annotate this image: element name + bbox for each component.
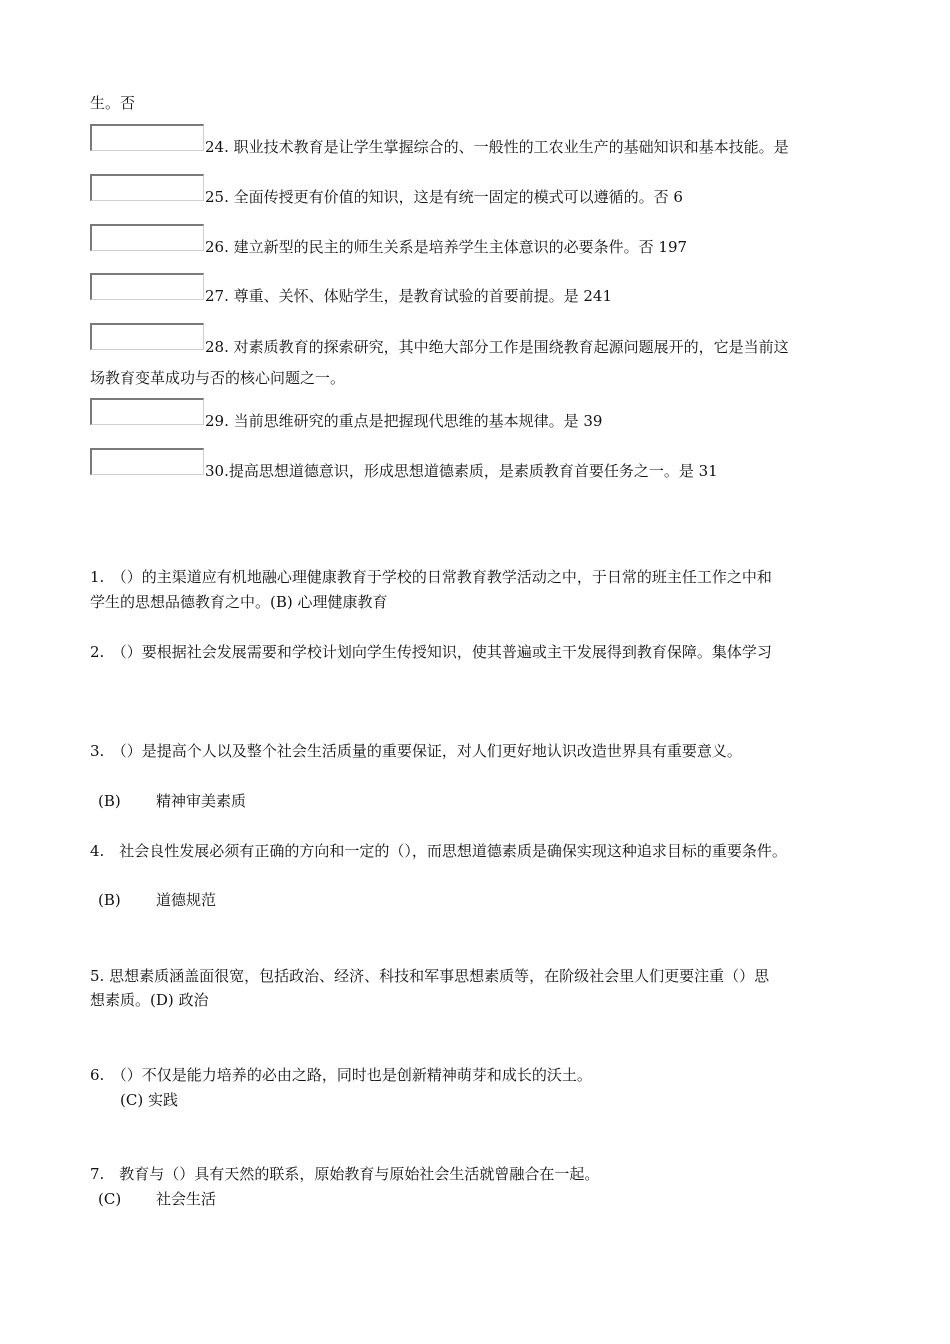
choice-q3-answer-text: 精神审美素质 — [156, 792, 247, 810]
choice-q5-line2: 想素质。(D) 政治 — [90, 991, 209, 1009]
judge-item-24: 24. 职业技术教育是让学生掌握综合的、一般性的工农业生产的基础知识和基本技能。是 — [205, 138, 789, 156]
judge-item-25: 25. 全面传授更有价值的知识，这是有统一固定的模式可以遵循的。否 6 — [205, 188, 683, 206]
answer-box-28[interactable] — [90, 323, 204, 350]
choice-q5-line1: 5. 思想素质涵盖面很宽，包括政治、经济、科技和军事思想素质等，在阶级社会里人们更要注重（）思 — [90, 967, 770, 985]
judge-item-30: 30.提高思想道德意识，形成思想道德素质，是素质教育首要任务之一。是 31 — [205, 462, 718, 480]
choice-q6-line1: 6. （）不仅是能力培养的必由之路，同时也是创新精神萌芽和成长的沃土。 — [90, 1066, 592, 1084]
judge-item-28-cont: 场教育变革成功与否的核心问题之一。 — [90, 369, 346, 387]
choice-q4-answer — [98, 890, 216, 910]
judge-item-26: 26. 建立新型的民主的师生关系是培养学生主体意识的必要条件。否 197 — [205, 238, 688, 256]
choice-q7-answer — [98, 1189, 216, 1209]
choice-q3-line1: 3. （）是提高个人以及整个社会生活质量的重要保证，对人们更好地认识改造世界具有重要意义。 — [90, 742, 742, 760]
choice-q6-line2: (C) 实践 — [120, 1091, 178, 1109]
choice-q2-line1: 2. （）要根据社会发展需要和学校计划向学生传授知识，使其普遍或主干发展得到教育保障。集体学习 — [90, 643, 772, 661]
judge-item-27: 27. 尊重、关怀、体贴学生，是教育试验的首要前提。是 241 — [205, 287, 613, 305]
choice-q7-answer-text: 社会生活 — [156, 1190, 217, 1208]
continuation-text: 生。否 — [90, 94, 136, 112]
judge-item-28: 28. 对素质教育的探索研究，其中绝大部分工作是围绕教育起源问题展开的，它是当前这 — [205, 338, 789, 356]
choice-q3-answer — [98, 791, 246, 811]
choice-q1-line1: 1. （）的主渠道应有机地融心理健康教育于学校的日常教育教学活动之中，于日常的班主任工作之中和 — [90, 568, 772, 586]
choice-q7-option: (C) — [98, 1190, 122, 1208]
judge-item-29: 29. 当前思维研究的重点是把握现代思维的基本规律。是 39 — [205, 412, 603, 430]
choice-q4-answer-text: 道德规范 — [156, 891, 217, 909]
answer-box-27[interactable] — [90, 273, 204, 300]
choice-q7-line1: 7. 教育与（）具有天然的联系，原始教育与原始社会生活就曾融合在一起。 — [90, 1165, 600, 1183]
answer-box-25[interactable] — [90, 174, 204, 201]
answer-box-24[interactable] — [90, 124, 204, 151]
choice-q4-line1: 4. 社会良性发展必须有正确的方向和一定的（），而思想道德素质是确保实现这种追求目标的重要条件。 — [90, 842, 787, 860]
answer-box-29[interactable] — [90, 398, 204, 425]
choice-q4-option: (B) — [98, 891, 121, 909]
answer-box-30[interactable] — [90, 448, 204, 475]
choice-q3-option: (B) — [98, 792, 121, 810]
choice-q1-line2: 学生的思想品德教育之中。(B) 心理健康教育 — [90, 593, 388, 611]
answer-box-26[interactable] — [90, 224, 204, 251]
